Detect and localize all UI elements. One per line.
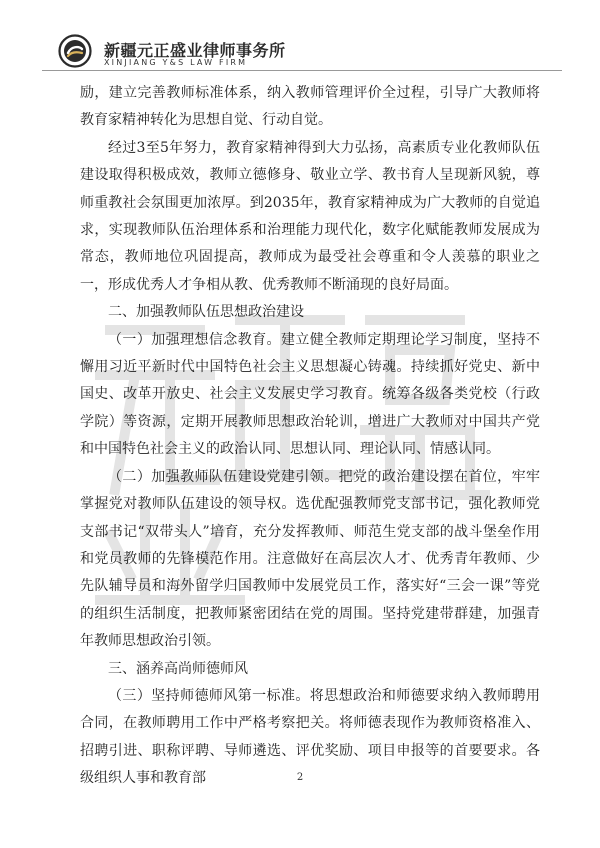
paragraph-item-1: （一）加强理想信念教育。建立健全教师定期理论学习制度，坚持不懈用习近平新时代中国特色社会主义思想凝心铸魂。持续抓好党史、新中国史、改革开放史、社会主义发展史学习教育。统筹各级各类党校（行政学院）等资源，定期开展教师思想政治轮训，增进广大教师对中国共产党和中国特色社会主义的政治认同、思想认同、理论认同、情感认同。: [80, 331, 540, 458]
header-divider: [42, 70, 562, 71]
firm-name-cn: 新疆元正盛业律师事务所: [104, 41, 286, 60]
document-body: [80, 80, 540, 793]
paragraph-goals: 经过3至5年努力，教育家精神得到大力弘扬，高素质专业化教师队伍建设取得积极成效，教师立德修身、敬业立学、教书育人呈现新风貌，尊师重教社会氛围更加浓厚。到2035年，教育家精神成为广大教师的自觉追求，实现教师队伍治理体系和治理能力现代化，数字化赋能教师发展成为常态，教师地位巩固提高，教师成为最受社会尊重和令人羡慕的职业之一，形成优秀人才争相从教、优秀教师不断涌现的良好局面。: [80, 139, 540, 293]
firm-logo-icon: [58, 34, 92, 68]
firm-name-en: XINJIANG Y&S LAW FIRM: [104, 58, 248, 67]
paragraph-continuation: 励，建立完善教师标准体系，纳入教师管理评价全过程，引导广大教师将教育家精神转化为思想自觉、行动自觉。: [80, 85, 540, 129]
paragraph-item-3: （三）坚持师德师风第一标准。将思想政治和师德要求纳入教师聘用合同，在教师聘用工作中严格考察把关。将师德表现作为教师资格准入、招聘引进、职称评聘、导师遴选、评优奖励、项目申报等的首要要求。各级组织人事和教育部: [80, 687, 540, 787]
letterhead: [42, 30, 562, 74]
paragraph-item-2: （二）加强教师队伍建设党建引领。把党的政治建设摆在首位，牢牢掌握党对教师队伍建设的领导权。选优配强教师党支部书记，强化教师党支部书记“双带头人”培育，充分发挥教师、师范生党支部的战斗堡垒作用和党员教师的先锋模范作用。注意做好在高层次人才、优秀青年教师、少先队辅导员和海外留学归国教师中发展党员工作，落实好“三会一课”等党的组织生活制度，把教师紧密团结在党的周围。坚持党建带群建，加强青年教师思想政治引领。: [80, 468, 540, 650]
page-number: 2: [296, 772, 304, 783]
section-heading-2: 二、加强教师队伍思想政治建设: [108, 304, 304, 321]
section-heading-3: 三、涵养高尚师德师风: [108, 660, 248, 677]
